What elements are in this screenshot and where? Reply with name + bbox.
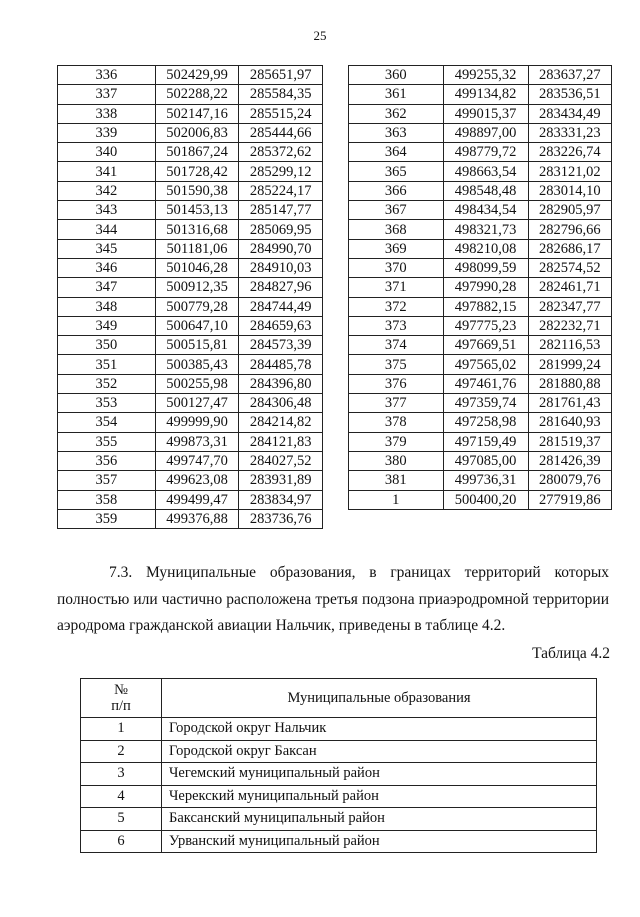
point-number-cell: 368 [349,220,444,239]
x-coordinate-cell: 499623,08 [155,471,239,490]
y-coordinate-cell: 285651,97 [239,66,323,85]
y-coordinate-cell: 284910,03 [239,258,323,277]
x-coordinate-cell: 498663,54 [443,162,528,181]
y-coordinate-cell: 277919,86 [528,490,611,509]
point-number-cell: 340 [58,143,156,162]
coordinate-row [58,451,323,470]
y-coordinate-cell: 283226,74 [528,143,611,162]
y-coordinate-cell: 281880,88 [528,374,611,393]
x-coordinate-cell: 499134,82 [443,85,528,104]
municipalities-table [80,678,597,853]
x-coordinate-cell: 502006,83 [155,123,239,142]
y-coordinate-cell: 285069,95 [239,220,323,239]
y-coordinate-cell: 284827,96 [239,278,323,297]
point-number-cell: 378 [349,413,444,432]
point-number-cell: 359 [58,509,156,528]
x-coordinate-cell: 502147,16 [155,104,239,123]
y-coordinate-cell: 283014,10 [528,181,611,200]
x-coordinate-cell: 497085,00 [443,451,528,470]
y-coordinate-cell: 281999,24 [528,355,611,374]
x-coordinate-cell: 497882,15 [443,297,528,316]
point-number-cell: 352 [58,374,156,393]
coordinate-row [349,316,612,335]
point-number-cell: 370 [349,258,444,277]
point-number-cell: 344 [58,220,156,239]
y-coordinate-cell: 282116,53 [528,336,611,355]
coordinate-row [349,66,612,85]
x-coordinate-cell: 500779,28 [155,297,239,316]
y-coordinate-cell: 285444,66 [239,123,323,142]
x-coordinate-cell: 501867,24 [155,143,239,162]
coordinate-row [349,220,612,239]
coordinate-row [58,490,323,509]
coordinate-row [349,490,612,509]
x-coordinate-cell: 500400,20 [443,490,528,509]
x-coordinate-cell: 497775,23 [443,316,528,335]
y-coordinate-cell: 285584,35 [239,85,323,104]
coordinate-row [58,413,323,432]
point-number-cell: 364 [349,143,444,162]
x-coordinate-cell: 499999,90 [155,413,239,432]
coordinate-row [58,258,323,277]
point-number-cell: 360 [349,66,444,85]
coordinate-row [58,123,323,142]
x-coordinate-cell: 501046,28 [155,258,239,277]
coordinate-row [58,316,323,335]
coordinate-row [58,509,323,528]
coordinate-row [58,104,323,123]
y-coordinate-cell: 283331,23 [528,123,611,142]
x-coordinate-cell: 500127,47 [155,394,239,413]
x-coordinate-cell: 500912,35 [155,278,239,297]
point-number-cell: 348 [58,297,156,316]
coordinate-row [349,181,612,200]
coordinate-row [349,239,612,258]
coordinate-row [349,143,612,162]
municipality-number-cell: 6 [81,830,162,853]
x-coordinate-cell: 500255,98 [155,374,239,393]
x-coordinate-cell: 501590,38 [155,181,239,200]
coordinate-row [349,374,612,393]
point-number-cell: 374 [349,336,444,355]
point-number-cell: 362 [349,104,444,123]
x-coordinate-cell: 498099,59 [443,258,528,277]
x-coordinate-cell: 499736,31 [443,471,528,490]
x-coordinate-cell: 499747,70 [155,451,239,470]
y-coordinate-cell: 283637,27 [528,66,611,85]
x-coordinate-cell: 499255,32 [443,66,528,85]
point-number-cell: 351 [58,355,156,374]
y-coordinate-cell: 283434,49 [528,104,611,123]
point-number-cell: 373 [349,316,444,335]
y-coordinate-cell: 284121,83 [239,432,323,451]
point-number-cell: 355 [58,432,156,451]
coordinates-table-left [57,65,323,529]
point-number-cell: 353 [58,394,156,413]
coordinate-row [58,162,323,181]
point-number-cell: 363 [349,123,444,142]
point-number-cell: 372 [349,297,444,316]
municipality-row [81,740,597,763]
x-coordinate-cell: 497669,51 [443,336,528,355]
x-coordinate-cell: 501316,68 [155,220,239,239]
coordinates-table-right [348,65,612,510]
municipality-row [81,785,597,808]
y-coordinate-cell: 282796,66 [528,220,611,239]
header-name-cell: Муниципальные образования [162,679,597,718]
x-coordinate-cell: 497990,28 [443,278,528,297]
point-number-cell: 1 [349,490,444,509]
x-coordinate-cell: 500515,81 [155,336,239,355]
municipality-name-cell: Городской округ Баксан [162,740,597,763]
x-coordinate-cell: 498897,00 [443,123,528,142]
point-number-cell: 356 [58,451,156,470]
point-number-cell: 366 [349,181,444,200]
x-coordinate-cell: 502429,99 [155,66,239,85]
x-coordinate-cell: 501453,13 [155,201,239,220]
municipality-name-cell: Чегемский муниципальный район [162,763,597,786]
coordinate-row [58,66,323,85]
point-number-cell: 371 [349,278,444,297]
coordinate-row [349,355,612,374]
coordinate-row [349,471,612,490]
table-caption: Таблица 4.2 [532,645,610,662]
point-number-cell: 377 [349,394,444,413]
municipality-name-cell: Черекский муниципальный район [162,785,597,808]
point-number-cell: 379 [349,432,444,451]
coordinate-row [58,374,323,393]
x-coordinate-cell: 498321,73 [443,220,528,239]
municipality-number-cell: 5 [81,808,162,831]
y-coordinate-cell: 284659,63 [239,316,323,335]
page-number: 25 [313,28,327,43]
municipality-row [81,808,597,831]
municipality-number-cell: 4 [81,785,162,808]
y-coordinate-cell: 283931,89 [239,471,323,490]
coordinate-row [349,104,612,123]
header-number-abbrev: п/п [111,698,131,714]
y-coordinate-cell: 283834,97 [239,490,323,509]
municipality-row [81,718,597,741]
coordinate-row [58,85,323,104]
municipality-number-cell: 1 [81,718,162,741]
y-coordinate-cell: 284573,39 [239,336,323,355]
coordinate-row [349,85,612,104]
point-number-cell: 350 [58,336,156,355]
x-coordinate-cell: 498434,54 [443,201,528,220]
x-coordinate-cell: 501181,06 [155,239,239,258]
point-number-cell: 358 [58,490,156,509]
point-number-cell: 375 [349,355,444,374]
x-coordinate-cell: 500647,10 [155,316,239,335]
y-coordinate-cell: 284027,52 [239,451,323,470]
municipality-row [81,763,597,786]
x-coordinate-cell: 498548,48 [443,181,528,200]
point-number-cell: 357 [58,471,156,490]
point-number-cell: 381 [349,471,444,490]
coordinate-row [58,355,323,374]
y-coordinate-cell: 285224,17 [239,181,323,200]
point-number-cell: 361 [349,85,444,104]
coordinate-row [349,413,612,432]
point-number-cell: 342 [58,181,156,200]
municipality-row [81,830,597,853]
coordinate-row [58,297,323,316]
y-coordinate-cell: 282686,17 [528,239,611,258]
municipality-number-cell: 2 [81,740,162,763]
x-coordinate-cell: 498779,72 [443,143,528,162]
coordinate-row [58,278,323,297]
y-coordinate-cell: 281426,39 [528,451,611,470]
y-coordinate-cell: 284396,80 [239,374,323,393]
point-number-cell: 347 [58,278,156,297]
point-number-cell: 339 [58,123,156,142]
x-coordinate-cell: 500385,43 [155,355,239,374]
coordinate-row [58,471,323,490]
x-coordinate-cell: 499015,37 [443,104,528,123]
point-number-cell: 336 [58,66,156,85]
x-coordinate-cell: 502288,22 [155,85,239,104]
y-coordinate-cell: 284214,82 [239,413,323,432]
y-coordinate-cell: 282232,71 [528,316,611,335]
municipality-name-cell: Баксанский муниципальный район [162,808,597,831]
point-number-cell: 346 [58,258,156,277]
x-coordinate-cell: 498210,08 [443,239,528,258]
y-coordinate-cell: 285299,12 [239,162,323,181]
y-coordinate-cell: 282347,77 [528,297,611,316]
y-coordinate-cell: 284744,49 [239,297,323,316]
coordinate-row [58,432,323,451]
point-number-cell: 354 [58,413,156,432]
y-coordinate-cell: 281640,93 [528,413,611,432]
x-coordinate-cell: 499376,88 [155,509,239,528]
municipality-name-cell: Городской округ Нальчик [162,718,597,741]
y-coordinate-cell: 284306,48 [239,394,323,413]
y-coordinate-cell: 282905,97 [528,201,611,220]
y-coordinate-cell: 283121,02 [528,162,611,181]
coordinate-row [349,278,612,297]
coordinate-row [349,394,612,413]
x-coordinate-cell: 497159,49 [443,432,528,451]
point-number-cell: 367 [349,201,444,220]
x-coordinate-cell: 497258,98 [443,413,528,432]
point-number-cell: 345 [58,239,156,258]
coordinate-row [349,162,612,181]
coordinate-row [349,201,612,220]
y-coordinate-cell: 281761,43 [528,394,611,413]
y-coordinate-cell: 281519,37 [528,432,611,451]
header-number-symbol: № [114,682,128,698]
municipality-number-cell: 3 [81,763,162,786]
y-coordinate-cell: 282574,52 [528,258,611,277]
municipality-name-cell: Урванский муниципальный район [162,830,597,853]
x-coordinate-cell: 501728,42 [155,162,239,181]
coordinate-row [58,201,323,220]
coordinate-row [58,394,323,413]
point-number-cell: 337 [58,85,156,104]
point-number-cell: 369 [349,239,444,258]
coordinate-row [349,336,612,355]
point-number-cell: 380 [349,451,444,470]
y-coordinate-cell: 283736,76 [239,509,323,528]
point-number-cell: 338 [58,104,156,123]
coordinate-row [58,336,323,355]
paragraph-7-3: 7.3. Муниципальные образования, в границах территорий которых полностью или частично расположена третья подзона приаэродромной территории аэродрома гражданской авиации Нальчик, приведены в таблице 4.2. [57,564,609,634]
y-coordinate-cell: 280079,76 [528,471,611,490]
y-coordinate-cell: 282461,71 [528,278,611,297]
coordinate-row [58,181,323,200]
coordinate-row [58,239,323,258]
coordinate-row [58,220,323,239]
point-number-cell: 341 [58,162,156,181]
y-coordinate-cell: 285147,77 [239,201,323,220]
x-coordinate-cell: 497565,02 [443,355,528,374]
coordinate-row [349,451,612,470]
y-coordinate-cell: 284990,70 [239,239,323,258]
x-coordinate-cell: 497461,76 [443,374,528,393]
coordinate-row [58,143,323,162]
y-coordinate-cell: 285372,62 [239,143,323,162]
coordinate-row [349,123,612,142]
point-number-cell: 343 [58,201,156,220]
y-coordinate-cell: 284485,78 [239,355,323,374]
header-number-cell [81,679,162,718]
point-number-cell: 365 [349,162,444,181]
municipalities-header-row [81,679,597,718]
x-coordinate-cell: 497359,74 [443,394,528,413]
point-number-cell: 376 [349,374,444,393]
y-coordinate-cell: 283536,51 [528,85,611,104]
x-coordinate-cell: 499873,31 [155,432,239,451]
coordinate-row [349,258,612,277]
point-number-cell: 349 [58,316,156,335]
x-coordinate-cell: 499499,47 [155,490,239,509]
coordinate-row [349,432,612,451]
coordinate-row [349,297,612,316]
y-coordinate-cell: 285515,24 [239,104,323,123]
